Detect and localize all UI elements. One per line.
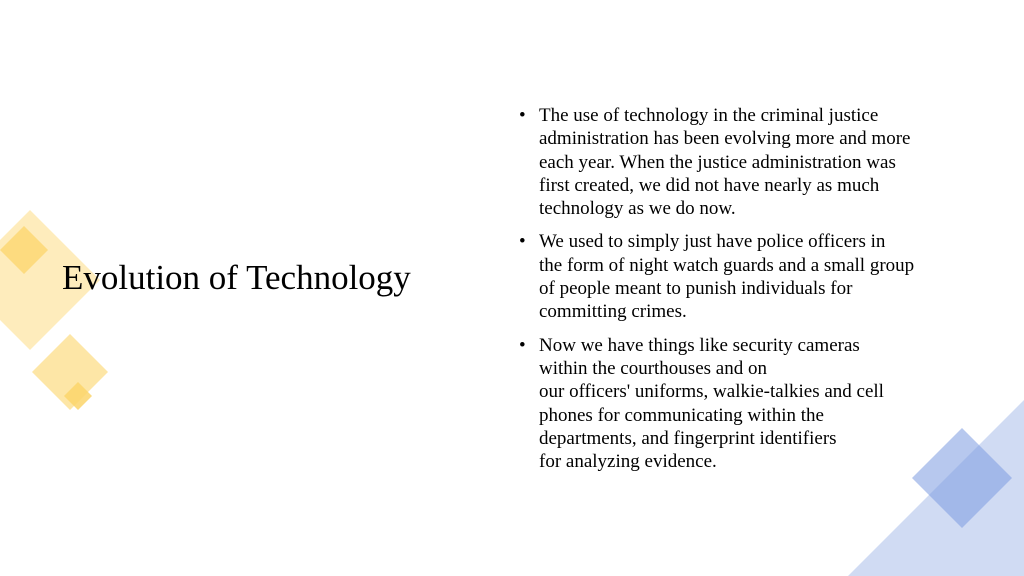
bullet-item — [519, 334, 969, 474]
bullet-text: The use of technology in the criminal justice administration has been evolving more and more each year. When the justice administration was first created, we did not have nearly as much technology as we do now. — [539, 105, 911, 220]
bullet-text: Now we have things like security cameras within the courthouses and on our officers' uniforms, walkie-talkies and cell phones for communicating within the departments, and fingerprint identifiers for analyzing evidence. — [539, 334, 884, 473]
bullet-item — [519, 230, 969, 323]
slide-title: Evolution of Technology — [62, 258, 411, 297]
bullet-dot-icon: • — [519, 334, 526, 356]
bullet-dot-icon: • — [519, 105, 526, 126]
bullet-dot-icon: • — [519, 231, 526, 253]
bullet-item — [519, 104, 969, 220]
bullet-text: We used to simply just have police officers in the form of night watch guards and a small group of people meant to punish individuals for committing crimes. — [539, 231, 915, 323]
bullet-list — [519, 104, 969, 483]
